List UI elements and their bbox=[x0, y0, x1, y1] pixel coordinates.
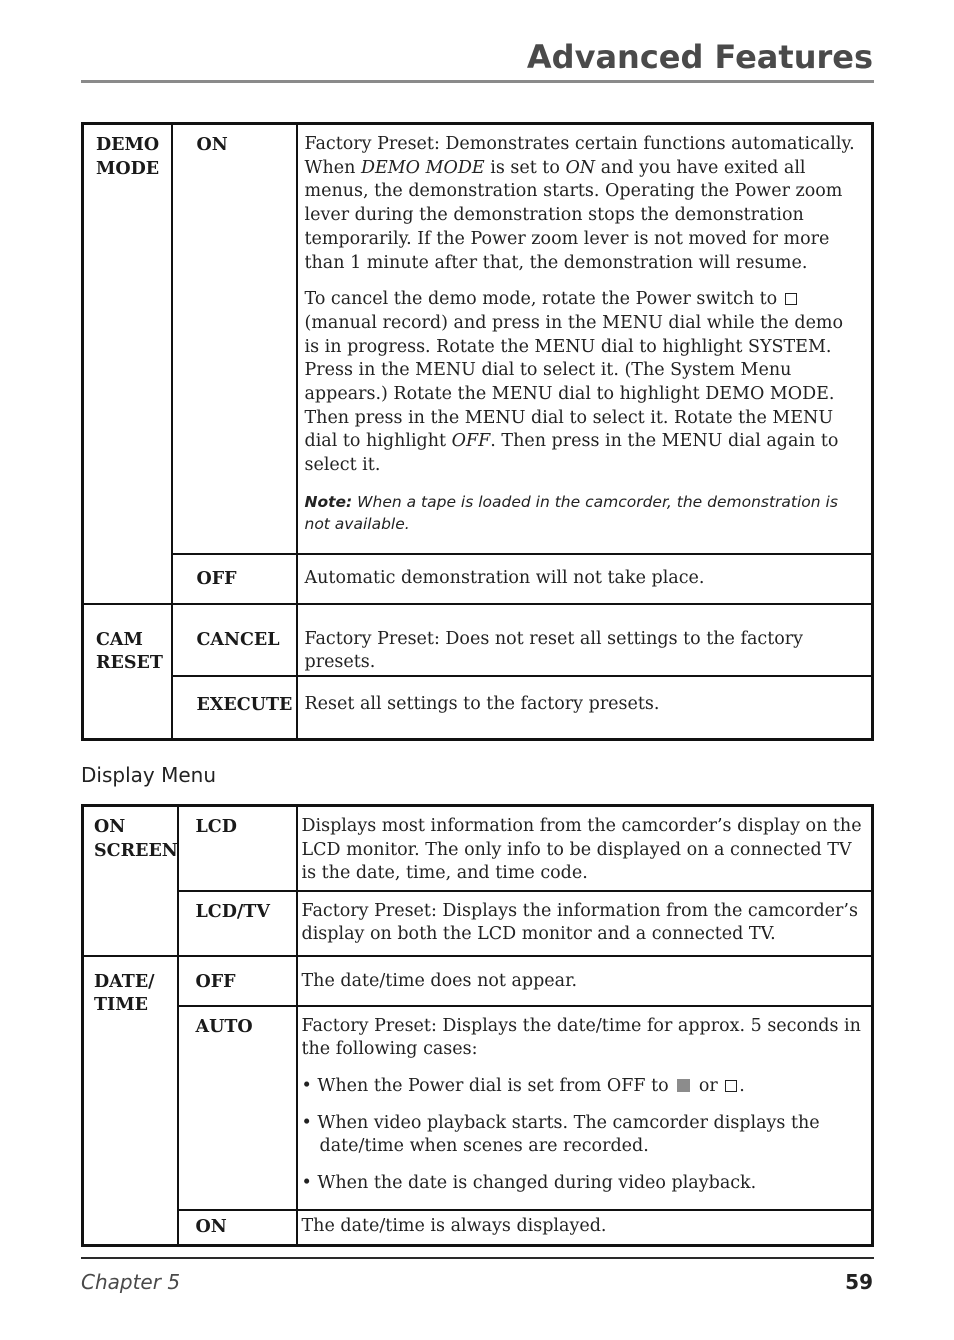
text: . Then press in the MENU dial again to select it. bbox=[304, 431, 839, 476]
description-lcd-tv: Factory Preset: Displays the information from the camcorder’s display on both the LCD monitor and a connected TV. bbox=[297, 891, 873, 956]
table-row bbox=[83, 604, 873, 676]
option-off: OFF bbox=[172, 554, 297, 604]
note bbox=[305, 491, 862, 535]
setting-date-time: DATE/ TIME bbox=[83, 956, 178, 1246]
option-execute: EXECUTE bbox=[172, 676, 297, 740]
setting-on-screen: ON SCREEN bbox=[83, 806, 178, 956]
text: and you have exited all menus, the demonstration starts. Operating the Power zoom lever during the demonstration stops the demonstration temporarily. If the Power zoom lever is not moved for more than 1 minute after that, the demonstration will resume. bbox=[304, 157, 843, 273]
note-label: Note: bbox=[304, 492, 353, 511]
description-date-on: The date/time is always displayed. bbox=[297, 1210, 873, 1246]
paragraph bbox=[305, 133, 862, 275]
description-cancel: Factory Preset: Does not reset all settings to the factory presets. bbox=[297, 604, 873, 676]
text: Factory Preset: Demonstrates certain functions automatically. When bbox=[304, 134, 855, 178]
bullet-item bbox=[302, 1075, 864, 1099]
table-row bbox=[83, 1006, 873, 1210]
page-title: Advanced Features bbox=[526, 38, 873, 76]
section-heading: Display Menu bbox=[81, 763, 216, 787]
table-row bbox=[83, 891, 873, 956]
manual-record-icon bbox=[725, 1080, 737, 1092]
text: or bbox=[693, 1075, 724, 1096]
camera-settings-table bbox=[81, 122, 874, 741]
table-row bbox=[83, 1210, 873, 1246]
paragraph bbox=[305, 288, 862, 478]
option-lcd: LCD bbox=[178, 806, 297, 891]
option-auto: AUTO bbox=[178, 1006, 297, 1210]
table-row bbox=[83, 676, 873, 740]
table-row bbox=[83, 124, 873, 554]
description-date-off: The date/time does not appear. bbox=[297, 956, 873, 1006]
header-rule bbox=[81, 80, 874, 83]
table-row bbox=[83, 554, 873, 604]
footer-rule bbox=[81, 1257, 874, 1259]
option-lcd-tv: LCD/TV bbox=[178, 891, 297, 956]
text: To cancel the demo mode, rotate the Power switch to bbox=[304, 289, 783, 310]
table-row bbox=[83, 956, 873, 1006]
paragraph: Factory Preset: Displays the date/time for approx. 5 seconds in the following cases: bbox=[301, 1015, 861, 1060]
footer-chapter: Chapter 5 bbox=[81, 1270, 181, 1294]
manual-record-icon bbox=[785, 293, 797, 305]
bullet-item: • When the date is changed during video playback. bbox=[301, 1173, 757, 1194]
option-cancel: CANCEL bbox=[172, 604, 297, 676]
text-italic: OFF bbox=[451, 431, 491, 452]
setting-demo-mode: DEMO MODE bbox=[83, 124, 172, 604]
page-number: 59 bbox=[845, 1270, 873, 1294]
option-on: ON bbox=[178, 1210, 297, 1246]
option-on: ON bbox=[172, 124, 297, 554]
description-lcd: Displays most information from the camcorder’s display on the LCD monitor. The only info to be displayed on a connected TV is the date, time, and time code. bbox=[297, 806, 873, 891]
description-demo-off: Automatic demonstration will not take place. bbox=[297, 554, 873, 604]
camera-mode-icon bbox=[677, 1079, 690, 1092]
table-row bbox=[83, 806, 873, 891]
option-off: OFF bbox=[178, 956, 297, 1006]
description-execute: Reset all settings to the factory presets. bbox=[297, 676, 873, 740]
text-italic: DEMO MODE bbox=[360, 157, 485, 178]
bullet-item: • When video playback starts. The camcorder displays the date/time when scenes are recorded. bbox=[301, 1112, 820, 1157]
setting-cam-reset: CAM RESET bbox=[83, 604, 172, 740]
text: (manual record) and press in the MENU dial while the demo is in progress. Rotate the MENU dial to highlight SYSTEM. Press in the MENU dial to select it. (The System Menu appears.) Rotate the MENU dial to highlight DEMO MODE. Then press in the MENU dial to select it. Rotate the MENU dial to highlight bbox=[304, 312, 844, 452]
text-italic: ON bbox=[565, 157, 596, 178]
text: . bbox=[739, 1075, 745, 1096]
description-demo-on bbox=[297, 124, 873, 554]
text: is set to bbox=[484, 157, 566, 178]
description-date-auto bbox=[297, 1006, 873, 1210]
note-text: When a tape is loaded in the camcorder, the demonstration is not available. bbox=[304, 492, 838, 533]
display-menu-table bbox=[81, 804, 874, 1247]
text: • When the Power dial is set from OFF to bbox=[301, 1075, 675, 1096]
